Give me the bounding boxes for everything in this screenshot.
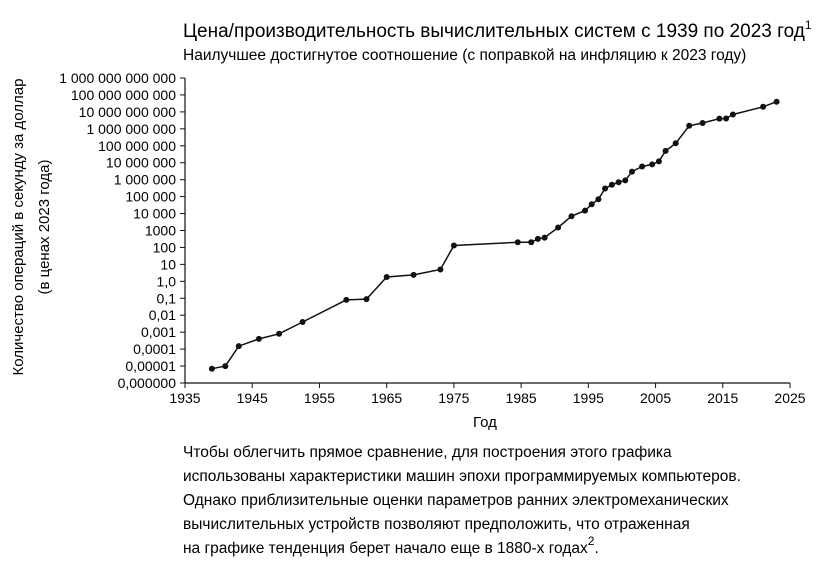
data-point — [760, 104, 766, 110]
y-tick-label: 100 — [152, 239, 176, 256]
y-tick-label: 0,00001 — [125, 358, 176, 375]
y-tick-label: 100 000 000 — [98, 137, 176, 154]
data-point — [236, 343, 242, 349]
data-point — [364, 296, 370, 302]
data-point — [639, 164, 645, 170]
y-tick-label: 10 000 000 000 — [78, 103, 176, 120]
y-tick-label: 1 000 000 000 — [86, 120, 176, 137]
data-point — [616, 179, 622, 185]
y-tick-label: 100 000 — [125, 188, 176, 205]
data-point — [622, 177, 628, 183]
y-tick-label: 0,0001 — [133, 341, 176, 358]
data-point — [629, 169, 635, 175]
plot-area — [209, 99, 780, 372]
data-point — [555, 225, 561, 231]
chart-title-text: Цена/производительность вычислительных систем с 1939 по 2023 год — [183, 21, 805, 42]
data-point — [343, 297, 349, 303]
y-tick-label: 0,001 — [140, 324, 176, 341]
x-tick-label: 1995 — [572, 390, 604, 406]
data-point — [515, 239, 521, 245]
x-tick-label: 2015 — [707, 390, 739, 406]
data-point — [589, 201, 595, 207]
data-point — [649, 161, 655, 167]
footnote-line-5 — [183, 534, 599, 557]
data-point — [723, 116, 729, 122]
y-tick-label: 0,01 — [148, 307, 176, 324]
data-point — [222, 363, 228, 369]
y-axis-label-line2: (в ценах 2023 года) — [36, 159, 53, 295]
chart-title — [183, 18, 812, 42]
x-ticks — [169, 383, 805, 406]
data-point — [535, 236, 541, 242]
y-tick-label: 1 000 000 — [113, 171, 176, 188]
x-tick-label: 1985 — [505, 390, 537, 406]
data-point — [730, 112, 736, 118]
footnote-line-5-text: на графике тенденция берет начало еще в 1880-х годах — [183, 540, 588, 557]
y-tick-label: 0,000000 — [117, 375, 176, 391]
data-point — [411, 272, 417, 278]
data-point — [686, 123, 692, 129]
y-tick-label: 1,0 — [156, 273, 176, 290]
data-point — [673, 140, 679, 146]
y-tick-label: 10 000 000 — [105, 154, 176, 171]
y-tick-label: 0,1 — [156, 290, 176, 307]
data-point — [774, 99, 780, 105]
x-tick-label: 1975 — [438, 390, 470, 406]
chart-subtitle: Наилучшее достигнутое соотношение (с поправкой на инфляцию к 2023 году) — [183, 47, 747, 64]
x-tick-label: 1945 — [236, 390, 268, 406]
data-point — [256, 336, 262, 342]
footnote-line-3: Однако приблизительные оценки параметров ранних электромеханических — [183, 492, 729, 509]
data-point — [595, 196, 601, 202]
data-point — [602, 186, 608, 192]
data-point — [437, 267, 443, 273]
y-tick-label: 1 000 000 000 000 — [59, 70, 176, 86]
footnote-end: . — [594, 540, 599, 557]
data-point — [656, 158, 662, 164]
data-point — [276, 331, 282, 337]
footnote-line-1: Чтобы облегчить прямое сравнение, для построения этого графика — [183, 444, 672, 461]
x-tick-label: 2025 — [774, 390, 806, 406]
data-point — [663, 148, 669, 154]
footnote-line-4: вычислительных устройств позволяют предположить, что отраженная — [183, 516, 690, 533]
y-axis-label-line1: Количество операций в секунду за доллар — [10, 78, 27, 376]
x-axis-label: Год — [473, 414, 497, 431]
y-tick-label: 1000 — [144, 222, 176, 239]
y-tick-label: 10 000 — [133, 205, 176, 222]
data-point — [300, 319, 306, 325]
x-tick-label: 1955 — [303, 390, 336, 406]
data-point — [569, 213, 575, 219]
y-ticks — [59, 70, 185, 391]
x-tick-label: 1935 — [169, 390, 201, 406]
data-point — [209, 366, 215, 372]
data-point — [542, 235, 548, 241]
data-point — [716, 116, 722, 122]
data-point — [700, 120, 706, 126]
y-tick-label: 100 000 000 000 — [70, 86, 176, 103]
data-point — [609, 182, 615, 188]
data-point — [582, 208, 588, 214]
chart-title-superscript: 1 — [804, 18, 812, 32]
x-tick-label: 1965 — [371, 390, 403, 406]
footnote-superscript: 2 — [587, 534, 595, 548]
y-tick-label: 10 — [160, 256, 176, 273]
footnote-line-2: использованы характеристики машин эпохи программируемых компьютеров. — [183, 468, 741, 485]
series-line — [212, 102, 777, 369]
x-tick-label: 2005 — [639, 390, 672, 406]
data-point — [528, 239, 534, 245]
footnote — [183, 444, 741, 557]
data-point — [451, 243, 457, 249]
data-point — [384, 274, 390, 280]
